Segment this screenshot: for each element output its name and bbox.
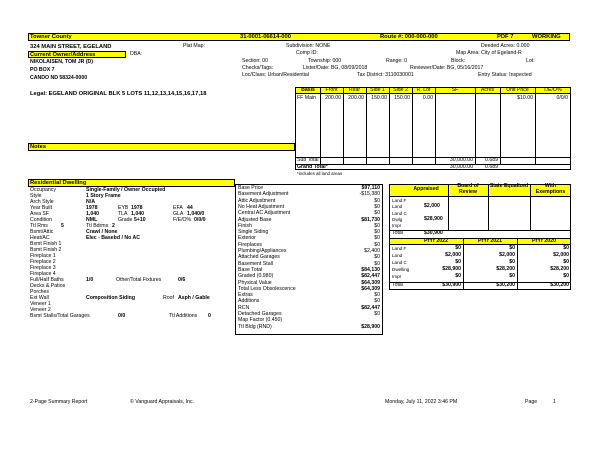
cost-label: Single Siding (238, 229, 269, 236)
grade-value: 5+10 (134, 217, 146, 223)
land-row-side1: 150.00 (371, 95, 387, 101)
reviewer-date: Reviewer/Date: BG, 05/16/2017 (410, 65, 484, 71)
section: Section: 00 (242, 58, 268, 64)
prior-row-value: $2,000 (499, 252, 515, 258)
tla-label: TLA (118, 211, 128, 217)
condition-label: Condition (30, 217, 52, 223)
header-bar (28, 33, 570, 41)
cost-label: Adjusted Base (238, 216, 272, 223)
dwelling-title: Residential Dwelling (30, 180, 87, 186)
cost-label: Plumbing/Appliances (238, 248, 287, 254)
prior-row-value: $28,200 (550, 266, 569, 272)
cost-value: $81,730 (361, 216, 380, 223)
gla-label: GLA (173, 211, 184, 217)
plat-map-label: Plat Map: (183, 43, 205, 49)
cost-value: $0 (374, 298, 380, 305)
cost-value: $0 (374, 254, 380, 261)
porches: Porches (30, 289, 50, 295)
col-board-of-review: Board of Review (457, 183, 479, 195)
prior-row-value: $2,000 (553, 252, 569, 258)
land-col-unit-price: Unit Price (506, 87, 529, 93)
cost-value: -$15,380 (359, 191, 380, 198)
style-label: Style (30, 193, 42, 199)
roof-value: Asph / Gable (178, 295, 210, 301)
entry-status: Entry Status: Inspected (478, 72, 532, 78)
land-row-front: 200.00 (325, 95, 341, 101)
prior-row-label: Impr (392, 274, 402, 279)
checks-tags: Checks/Tags: (242, 65, 274, 71)
additions-label: Ttl Additions (169, 313, 198, 319)
lot: Lot: (526, 58, 535, 64)
total-bedrooms-value: 2 (112, 223, 115, 229)
roof-label: Roof (163, 295, 174, 301)
tla-value: 1,040 (131, 211, 144, 217)
values-total-label: Total (392, 230, 403, 236)
area-label: Area SF (30, 211, 50, 217)
values-row-label: Impr (392, 223, 402, 229)
cost-value: $0 (374, 292, 380, 299)
bsmt-stalls-value: 0/0 (118, 313, 126, 319)
prior-total-2022: $30,900 (442, 282, 461, 288)
cost-label: Graded (0.980) (238, 273, 274, 280)
cost-value: $0 (374, 197, 380, 204)
condition-value: NML (86, 217, 98, 223)
owner-section-label: Current Owner/Address (30, 52, 96, 58)
prior-row-label: Land (392, 253, 403, 258)
land-col-side2: Side 2 (393, 87, 408, 93)
owner-po-box: PO BOX 7 (30, 67, 55, 73)
cost-label: Ttl Bldg (RND) (238, 323, 272, 330)
prior-row-label: Land F (392, 246, 407, 251)
arch-value: N/A (86, 199, 95, 205)
col-pryr-2021: PrYr 2021 (478, 238, 502, 244)
dba-label: DBA: (130, 51, 143, 57)
cost-label: Map Factor (0.450) (238, 317, 283, 324)
cost-value: $64,309 (361, 285, 380, 292)
cost-value: $82,447 (361, 304, 380, 311)
cost-value: $2,400 (364, 248, 380, 254)
eyb-value: 1978 (131, 205, 143, 211)
cost-label: Additions (238, 298, 260, 305)
values-row-appraised: $2,000 (424, 203, 440, 210)
values-total-appraised: $30,900 (424, 230, 443, 236)
land-col-rear: Rear (348, 87, 361, 93)
subdivision: Subdivision: NONE (286, 43, 331, 49)
prior-row-value: $2,000 (445, 252, 461, 258)
cost-value: $0 (374, 210, 380, 217)
col-pryr-2022: PrYr 2022 (424, 238, 448, 244)
cost-label: Fireplaces (238, 241, 262, 248)
lister-date: Lister/Date: BG, 08/09/2018 (303, 65, 368, 71)
owner-name: NIKOLAISEN, TOM JR (D) (30, 59, 94, 65)
bsmt-finish-2: Bsmt Finish 2 (30, 247, 62, 253)
land-col-rlot: R. Lot (416, 87, 431, 93)
footer-report: 2-Page Summary Report (30, 399, 88, 405)
efa-label: EFA (173, 205, 183, 211)
gla-value: 1,040/0 (187, 211, 205, 217)
cost-label: Basement Adjustment (238, 191, 289, 198)
total-bedrooms-label: Ttl Bdrms (86, 223, 109, 229)
fireplace-2: Fireplace 2 (30, 259, 56, 265)
bsmt-stalls-label: Bsmt Stalls/Total Garages (30, 313, 90, 319)
parcel-number: 31-0001-06614-000 (240, 34, 291, 40)
land-col-basis: Basis (301, 87, 315, 93)
values-row-appraised: $28,900 (424, 215, 443, 222)
prior-row-value: $0 (509, 259, 515, 265)
comp-id: Comp ID: (296, 50, 318, 56)
eyb-label: EYB (118, 205, 129, 211)
footer-page-num: 1 (553, 399, 556, 405)
cost-label: No Heat Adjustment (238, 203, 285, 210)
fireplace-1: Fireplace 1 (30, 253, 56, 259)
prior-total-2021: $30,200 (496, 282, 515, 288)
land-subtotal-sf: 30,000.00 (449, 157, 473, 163)
cost-value: $0 (374, 229, 380, 236)
bsmt-finish-1: Bsmt Finish 1 (30, 241, 62, 247)
land-grand-sf: 30,000.00 (449, 164, 473, 170)
values-row-label: Dwlg (392, 216, 403, 222)
land-row-side2: 150.00 (394, 95, 410, 101)
cost-value: $0 (374, 260, 380, 267)
ext-wall-value: Composition Siding (86, 295, 135, 301)
prior-row-value: $0 (509, 273, 515, 279)
prior-row-label: Dwelling (392, 267, 410, 272)
land-row-basis: FF Main (297, 95, 317, 101)
township: Township: 000 (308, 58, 342, 64)
status-label: WORKING (532, 34, 561, 40)
fireplace-4: Fireplace 4 (30, 271, 56, 277)
veneer-2: Veneer 2 (30, 307, 51, 313)
cost-label: Base Total (238, 266, 263, 273)
cost-value: $0 (374, 203, 380, 210)
cost-value: $84,130 (361, 266, 380, 273)
occupancy-value: Single-Family / Owner Occupied (86, 187, 166, 193)
feo-label: F/E/O% (173, 217, 192, 223)
footer-date: Monday, July 11, 2022 3:46 PM (385, 399, 458, 405)
cost-value: $0 (374, 311, 380, 317)
baths-label: Full/Half Baths (30, 277, 64, 283)
efa-value: 44 (187, 205, 193, 211)
cost-value: $64,309 (361, 279, 380, 286)
cost-label: Finish (238, 222, 252, 229)
land-row-unit-price: $10.00 (517, 95, 533, 101)
cost-value: $0 (374, 241, 380, 248)
pdf-label: PDF 7 (497, 34, 514, 40)
prior-row-value: $0 (509, 245, 515, 251)
land-row-rlot: 0.00 (422, 95, 433, 101)
land-subtotal-acres: 0.689 (485, 157, 498, 163)
land-footnote: *includes all land areas (297, 171, 343, 176)
legal-description: Legal: EGELAND ORIGINAL BLK 5 LOTS 11,12,13,14,15,16,17,18 (30, 91, 207, 97)
cost-label: Central AC Adjustment (238, 210, 291, 217)
feo-value: 0/0/0 (194, 217, 206, 223)
ext-wall-label: Ext Wall (30, 295, 49, 301)
prior-row-label: Land C (392, 260, 407, 265)
year-built-value: 1978 (86, 205, 98, 211)
cost-value: $0 (374, 222, 380, 229)
prior-row-value: $0 (563, 273, 569, 279)
total-rooms-value: 5 (61, 223, 64, 229)
cost-label: Total Less Obsolescence (238, 285, 296, 292)
bsmt-attic-label: Bsmt/Attic (30, 229, 54, 235)
year-built-label: Year Built (30, 205, 53, 211)
cost-label: Detached Garages (238, 311, 282, 317)
property-address: 324 MAIN STREET, EGELAND (30, 44, 112, 50)
cost-value: $82,447 (361, 273, 380, 280)
cost-value: $0 (374, 235, 380, 242)
owner-city: CANDO ND 58324-0000 (30, 75, 88, 81)
heat-ac-value: Elec - Basebd / No AC (86, 235, 140, 241)
values-row-label: Land F (392, 198, 407, 203)
col-with-exemptions: With Exemptions (535, 183, 566, 195)
map-area: Map Area: City of Egeland-R (456, 50, 522, 56)
prior-row-value: $0 (455, 245, 461, 251)
prior-row-value: $0 (455, 259, 461, 265)
cost-label: Physical Value (238, 279, 272, 286)
prior-row-value: $28,900 (442, 266, 461, 272)
route-number: Route #: 000-000-000 (380, 34, 438, 40)
cost-label: Extras (238, 292, 253, 299)
grade-label: Grade (118, 217, 133, 223)
occupancy-label: Occupancy (30, 187, 56, 193)
land-row-rear: 200.00 (348, 95, 364, 101)
land-subtotal-label: Sub Total (297, 157, 319, 163)
land-row-teo: 0/0/0 (556, 95, 568, 101)
land-col-sf: SF (451, 87, 459, 93)
land-col-front: Front (325, 87, 338, 93)
land-col-acres: Acres (480, 87, 495, 93)
cost-label: Exterior (238, 235, 256, 242)
style-value: 1 Story Frame (86, 193, 121, 199)
range: Range: 0 (386, 58, 408, 64)
fixtures-label: Other/Total Fixtures (116, 277, 162, 283)
loc-class: Loc/Class: Urban/Residential (242, 72, 309, 78)
prior-row-value: $0 (455, 273, 461, 279)
col-appraised: Appraised (413, 186, 439, 192)
county-name: Towner County (30, 34, 72, 40)
col-state-equalized: State Equalized (489, 183, 529, 189)
baths-value: 1/0 (86, 277, 94, 283)
fireplace-3: Fireplace 3 (30, 265, 56, 271)
prior-row-value: $0 (563, 245, 569, 251)
cost-label: Attic Adjustment (238, 197, 276, 204)
deeded-acres: Deeded Acres: 0.000 (481, 43, 530, 49)
cost-value: $97,110 (361, 185, 380, 191)
cost-label: Base Price (238, 185, 264, 191)
area-value: 1,040 (86, 211, 99, 217)
values-row-label: Land C (392, 210, 407, 216)
tax-district: Tax District: 3110030001 (357, 72, 414, 78)
footer-copyright: © Vanguard Appraisals, Inc. (130, 399, 194, 405)
fixtures-value: 0/6 (178, 277, 186, 283)
land-col-side1: Side 1 (370, 87, 385, 93)
cost-label: Basement Stall (238, 260, 273, 267)
bsmt-attic-value: Crawl / None (86, 229, 118, 235)
veneer-1: Veneer 1 (30, 301, 51, 307)
values-row-label: Land (392, 204, 403, 210)
cost-label: RCN (238, 304, 250, 311)
cost-label: Attached Garages (238, 254, 280, 261)
total-rooms-label: Ttl Rms (30, 223, 48, 229)
prior-row-value: $28,200 (496, 266, 515, 272)
prior-total-label: Total (392, 282, 403, 288)
land-grand-acres: 0.689 (485, 164, 498, 170)
col-pryr-2020: PrYr 2020 (532, 238, 556, 244)
arch-label: Arch Style (30, 199, 54, 205)
prior-row-value: $0 (563, 259, 569, 265)
notes-label: Notes (30, 144, 47, 150)
footer-page-label: Page (525, 399, 538, 405)
land-col-teo: T/E/O% (543, 87, 562, 93)
heat-ac-label: Heat/AC (30, 235, 50, 241)
cost-value: $28,900 (361, 323, 380, 330)
prior-total-2020: $30,200 (550, 282, 569, 288)
block: Block: (451, 58, 466, 64)
notes-bar (28, 143, 295, 151)
land-grand-label: Grand Total* (297, 164, 328, 170)
additions-value: 0 (208, 313, 211, 319)
decks-patios: Decks & Patios (30, 283, 66, 289)
